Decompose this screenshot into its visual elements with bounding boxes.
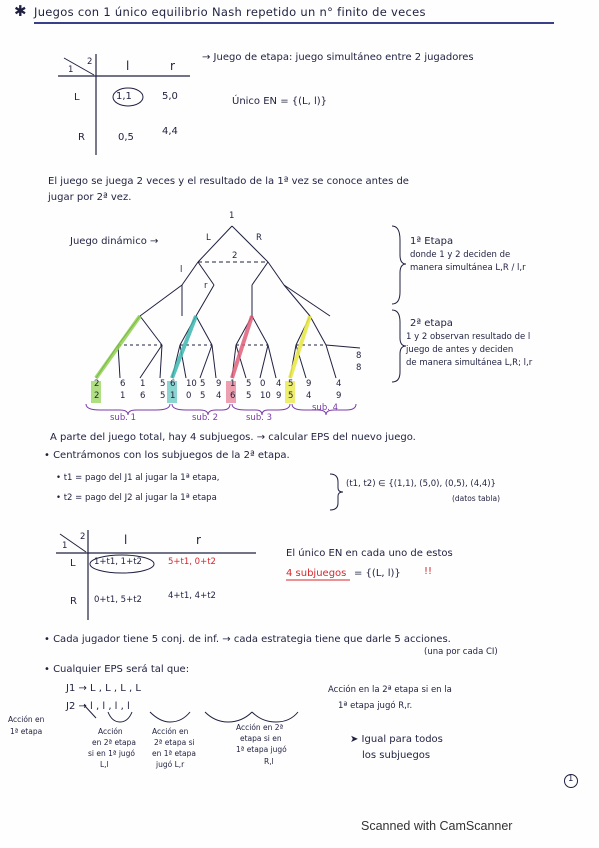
t2-definition: • t2 = pago del J2 al jugar la 1ª etapa	[56, 493, 217, 503]
unique-en-note: Único EN = {(L, l)}	[232, 96, 327, 107]
table2-cell-Ll: 1+t1, 1+t2	[94, 557, 142, 567]
j2-strategy-row: J2 → l , l , l , l	[66, 701, 130, 712]
payoff-j1-12: 4	[276, 379, 282, 389]
table1-cell-Lr: 5,0	[162, 91, 178, 102]
table2-col-l: l	[124, 533, 128, 547]
payoff-set: (t1, t2) ∈ {(1,1), (5,0), (0,5), (4,4)}	[346, 479, 496, 489]
tree-player2-label: 2	[232, 251, 238, 261]
table1-corner-top: 2	[87, 57, 93, 67]
j1-strategy-row: J1 → L , L , L , L	[66, 683, 141, 694]
paragraph-3: • Centrámonos con los subjuegos de la 2ª etapa.	[44, 450, 290, 461]
action-2-line3: si en 1ª jugó	[88, 749, 136, 758]
table1-corner-left: 1	[68, 65, 74, 75]
payoff-j2-15: 9	[336, 391, 342, 401]
payoff-j1-3: 1	[140, 379, 146, 389]
tree-L-label: L	[206, 233, 211, 243]
action-4-line4: R,l	[264, 757, 274, 766]
table1-cell-Rr: 4,4	[162, 126, 178, 137]
action-2-line4: L,l	[100, 760, 109, 769]
table2-cell-Rr: 4+t1, 4+t2	[168, 591, 216, 601]
payoff-j2-12: 9	[276, 391, 282, 401]
dynamic-game-label: Juego dinámico →	[70, 236, 159, 247]
payoff-j2-11: 10	[260, 391, 271, 401]
payoff-j2-13: 5	[288, 391, 294, 401]
unique-en-mark: !!	[424, 566, 433, 577]
payoff-j2-1: 2	[94, 391, 100, 401]
table2-row-L: L	[70, 558, 76, 569]
payoff-j1-13: 5	[288, 379, 294, 389]
payoff-j1-10: 5	[246, 379, 252, 389]
payoff-j2-2: 1	[120, 391, 126, 401]
same-all-line1: ➤ Igual para todos	[350, 734, 443, 745]
action-2-line2: en 2ª etapa	[92, 738, 136, 747]
page-title: Juegos con 1 único equilibrio Nash repetido un n° finito de veces	[34, 5, 426, 19]
unique-en-subgames: 4 subjuegos	[286, 568, 347, 579]
payoff-j2-4: 5	[160, 391, 166, 401]
subgame-4-label: sub. 4	[312, 403, 339, 413]
action-4-line2: etapa si en	[240, 734, 282, 743]
stage2-title: 2ª etapa	[410, 318, 453, 329]
payoff-j1-2: 6	[120, 379, 126, 389]
tree-r-label: r	[204, 281, 208, 291]
table1-col-l: l	[126, 59, 130, 73]
stage1-line2: manera simultánea L,R / l,r	[410, 263, 526, 273]
payoff-j1-5: 6	[170, 379, 176, 389]
table1-row-L: L	[74, 92, 80, 103]
action-3-line2: 2ª etapa si	[154, 738, 195, 747]
table2-row-R: R	[70, 596, 77, 607]
payoff-j2-5: 1	[170, 391, 176, 401]
subgame-3-label: sub. 3	[246, 413, 273, 423]
page-number: 1	[568, 774, 574, 784]
tree-l-label: l	[180, 265, 183, 275]
stage2-line3: de manera simultánea L,R; l,r	[406, 358, 533, 368]
paragraph-1-line-1: El juego se juega 2 veces y el resultado de la 1ª vez se conoce antes de	[48, 176, 409, 187]
payoff-j1-16: 8	[356, 351, 362, 361]
stage1-title: 1ª Etapa	[410, 236, 454, 247]
payoff-j1-8: 9	[216, 379, 222, 389]
scanner-watermark: Scanned with CamScanner	[361, 819, 513, 833]
table2-cell-Rl: 0+t1, 5+t2	[94, 595, 142, 605]
table2-corner-top: 2	[80, 532, 86, 542]
payoff-j2-10: 5	[246, 391, 252, 401]
payoff-j1-14: 9	[306, 379, 312, 389]
table1-cell-Rl: 0,5	[118, 132, 134, 143]
same-all-line2: los subjuegos	[362, 750, 431, 761]
payoff-j1-1: 2	[94, 379, 100, 389]
payoff-j2-3: 6	[140, 391, 146, 401]
stage-game-note: → Juego de etapa: juego simultáneo entre 2 jugadores	[202, 52, 474, 63]
unique-en-set: = {(L, l)}	[354, 568, 401, 579]
payoff-j1-11: 0	[260, 379, 266, 389]
payoff-j2-8: 4	[216, 391, 222, 401]
payoff-j2-9: 6	[230, 391, 236, 401]
action-4-line3: 1ª etapa jugó	[236, 745, 287, 754]
paragraph-1-line-2: jugar por 2ª vez.	[48, 192, 132, 203]
action-note-line1: Acción en la 2ª etapa si en la	[328, 685, 452, 695]
payoff-j1-4: 5	[160, 379, 166, 389]
payoff-j1-7: 5	[200, 379, 206, 389]
table2-col-r: r	[196, 533, 201, 547]
action-first-stage-1: Acción en	[8, 715, 45, 724]
table1-cell-Ll: 1,1	[116, 91, 132, 102]
t1-definition: • t1 = pago del J1 al jugar la 1ª etapa,	[56, 473, 220, 483]
payoff-j2-7: 5	[200, 391, 206, 401]
action-4-line1: Acción en 2ª	[236, 723, 284, 732]
stage2-line2: juego de antes y deciden	[406, 345, 514, 355]
bullet-info-sets-note: (una por cada CI)	[424, 647, 498, 657]
bullet-eps: • Cualquier EPS será tal que:	[44, 664, 190, 675]
payoff-j2-14: 4	[306, 391, 312, 401]
subgame-1-label: sub. 1	[110, 413, 137, 423]
tree-root-label: 1	[229, 211, 235, 221]
action-2-line1: Acción	[98, 727, 123, 736]
stage2-line1: 1 y 2 observan resultado de l	[406, 332, 531, 342]
stage1-line1: donde 1 y 2 deciden de	[410, 250, 511, 260]
payoff-j1-9: 1	[230, 379, 236, 389]
table2-corner-left: 1	[62, 541, 68, 551]
action-3-line3: en 1ª etapa	[152, 749, 196, 758]
paragraph-2: A parte del juego total, hay 4 subjuegos. → calcular EPS del nuevo juego.	[50, 432, 416, 443]
payoff-j1-15: 4	[336, 379, 342, 389]
asterisk-icon: ✱	[14, 2, 27, 20]
action-first-stage-2: 1ª etapa	[10, 727, 43, 736]
action-3-line1: Acción en	[152, 727, 189, 736]
payoff-j1-6: 10	[186, 379, 197, 389]
payoff-j2-16: 8	[356, 363, 362, 373]
unique-en-line1: El único EN en cada uno de estos	[286, 548, 453, 559]
table2-cell-Lr: 5+t1, 0+t2	[168, 557, 216, 567]
payoff-set-note: (datos tabla)	[452, 494, 501, 503]
subgame-2-label: sub. 2	[192, 413, 219, 423]
payoff-j2-6: 0	[186, 391, 192, 401]
bullet-info-sets: • Cada jugador tiene 5 conj. de inf. → cada estrategia tiene que darle 5 acciones.	[44, 634, 451, 645]
action-note-line2: 1ª etapa jugó R,r.	[338, 701, 413, 711]
table1-row-R: R	[78, 132, 85, 143]
tree-R-label: R	[256, 233, 262, 243]
table1-col-r: r	[170, 59, 175, 73]
action-3-line4: jugó L,r	[156, 760, 185, 769]
